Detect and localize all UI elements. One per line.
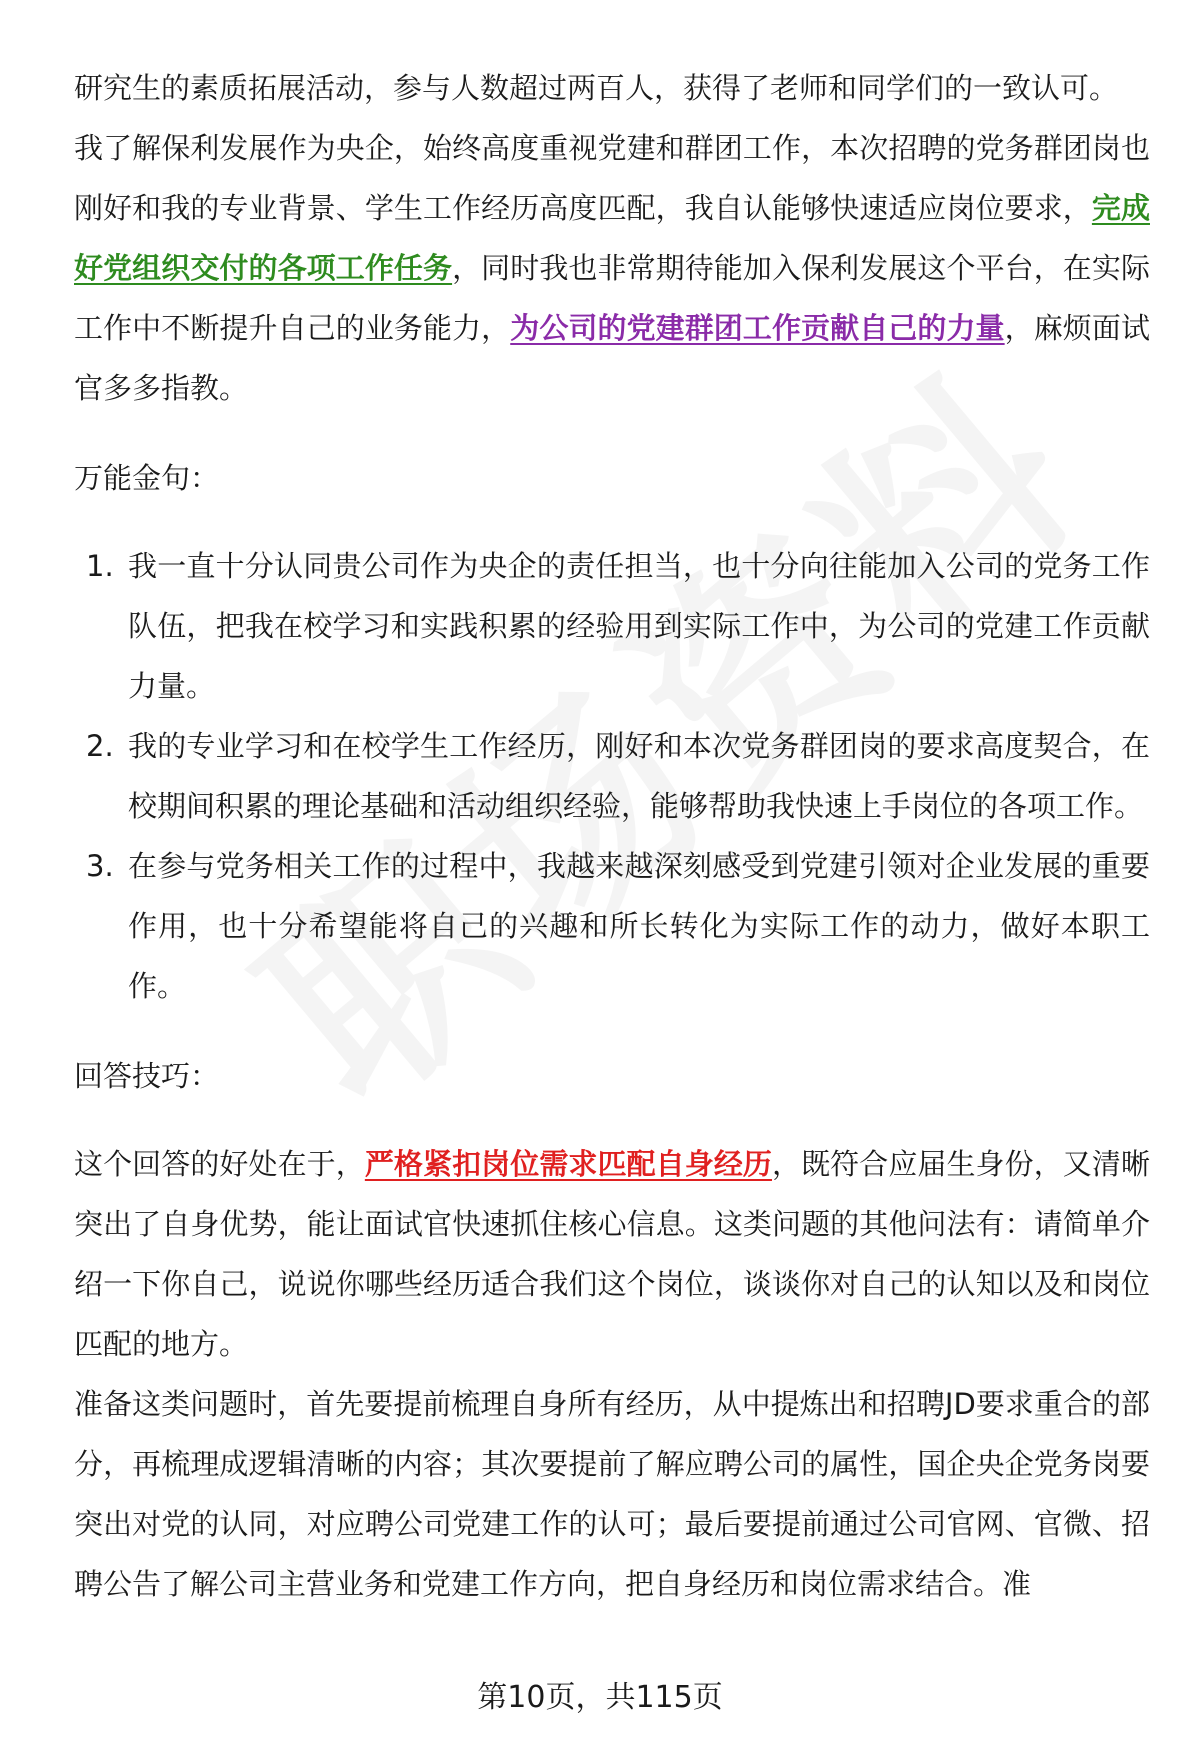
answer-tips-heading: 回答技巧：: [74, 1059, 220, 1093]
list-item: 3. 在参与党务相关工作的过程中，我越来越深刻感受到党建引领对企业发展的重要作用，也十分希望能将自己的兴趣和所长转化为实际工作的动力，做好本职工作。: [86, 849, 1150, 1003]
highlight-green: 完成好党组织交付的各项工作任务: [74, 191, 1150, 285]
intro-text: 我了解保利发展作为央企，始终高度重视党建和群团工作，本次招聘的党务群团岗也刚好和我的专业背景、学生工作经历高度匹配，我自认能够快速适应岗位要求，: [74, 131, 1150, 225]
intro-paragraph-1: 研究生的素质拓展活动，参与人数超过两百人，获得了老师和同学们的一致认可。: [74, 71, 1119, 105]
page-number: 第10页，共115页: [477, 1680, 723, 1715]
list-item: 1. 我一直十分认同贵公司作为央企的责任担当，也十分向往能加入公司的党务工作队伍，把我在校学习和实践积累的经验用到实际工作中，为公司的党建工作贡献力量。: [86, 549, 1150, 703]
golden-sentences-heading: 万能金句：: [74, 461, 220, 495]
highlight-red: 严格紧扣岗位需求匹配自身经历: [364, 1147, 772, 1181]
tips-paragraph: 这个回答的好处在于，严格紧扣岗位需求匹配自身经历，既符合应届生身份，又清晰突出了自身优势，能让面试官快速抓住核心信息。这类问题的其他问法有：请简单介绍一下你自己，说说你哪些经历适合我们这个岗位，谈谈你对自己的认知以及和岗位匹配的地方。: [74, 1147, 1150, 1361]
intro-text-end: ，麻烦面试官多多指教。: [74, 311, 1150, 405]
intro-paragraph-2: [74, 118, 1150, 418]
golden-sentences-list: [74, 536, 1150, 1016]
highlight-purple: 为公司的党建群团工作贡献自己的力量: [510, 311, 1005, 345]
intro-text-continued: ，同时我也非常期待能加入保利发展这个平台，在实际工作中不断提升自己的业务能力，: [74, 251, 1150, 345]
page-content: [74, 58, 1150, 1614]
prep-paragraph: 准备这类问题时，首先要提前梳理自身所有经历，从中提炼出和招聘JD要求重合的部分，再梳理成逻辑清晰的内容；其次要提前了解应聘公司的属性，国企央企党务岗要突出对党的认同，对应聘公司党建工作的认可；最后要提前通过公司官网、官微、招聘公告了解公司主营业务和党建工作方向，把自身经历和岗位需求结合。准: [74, 1387, 1150, 1601]
list-item: 2. 我的专业学习和在校学生工作经历，刚好和本次党务群团岗的要求高度契合，在校期间积累的理论基础和活动组织经验，能够帮助我快速上手岗位的各项工作。: [86, 729, 1150, 823]
